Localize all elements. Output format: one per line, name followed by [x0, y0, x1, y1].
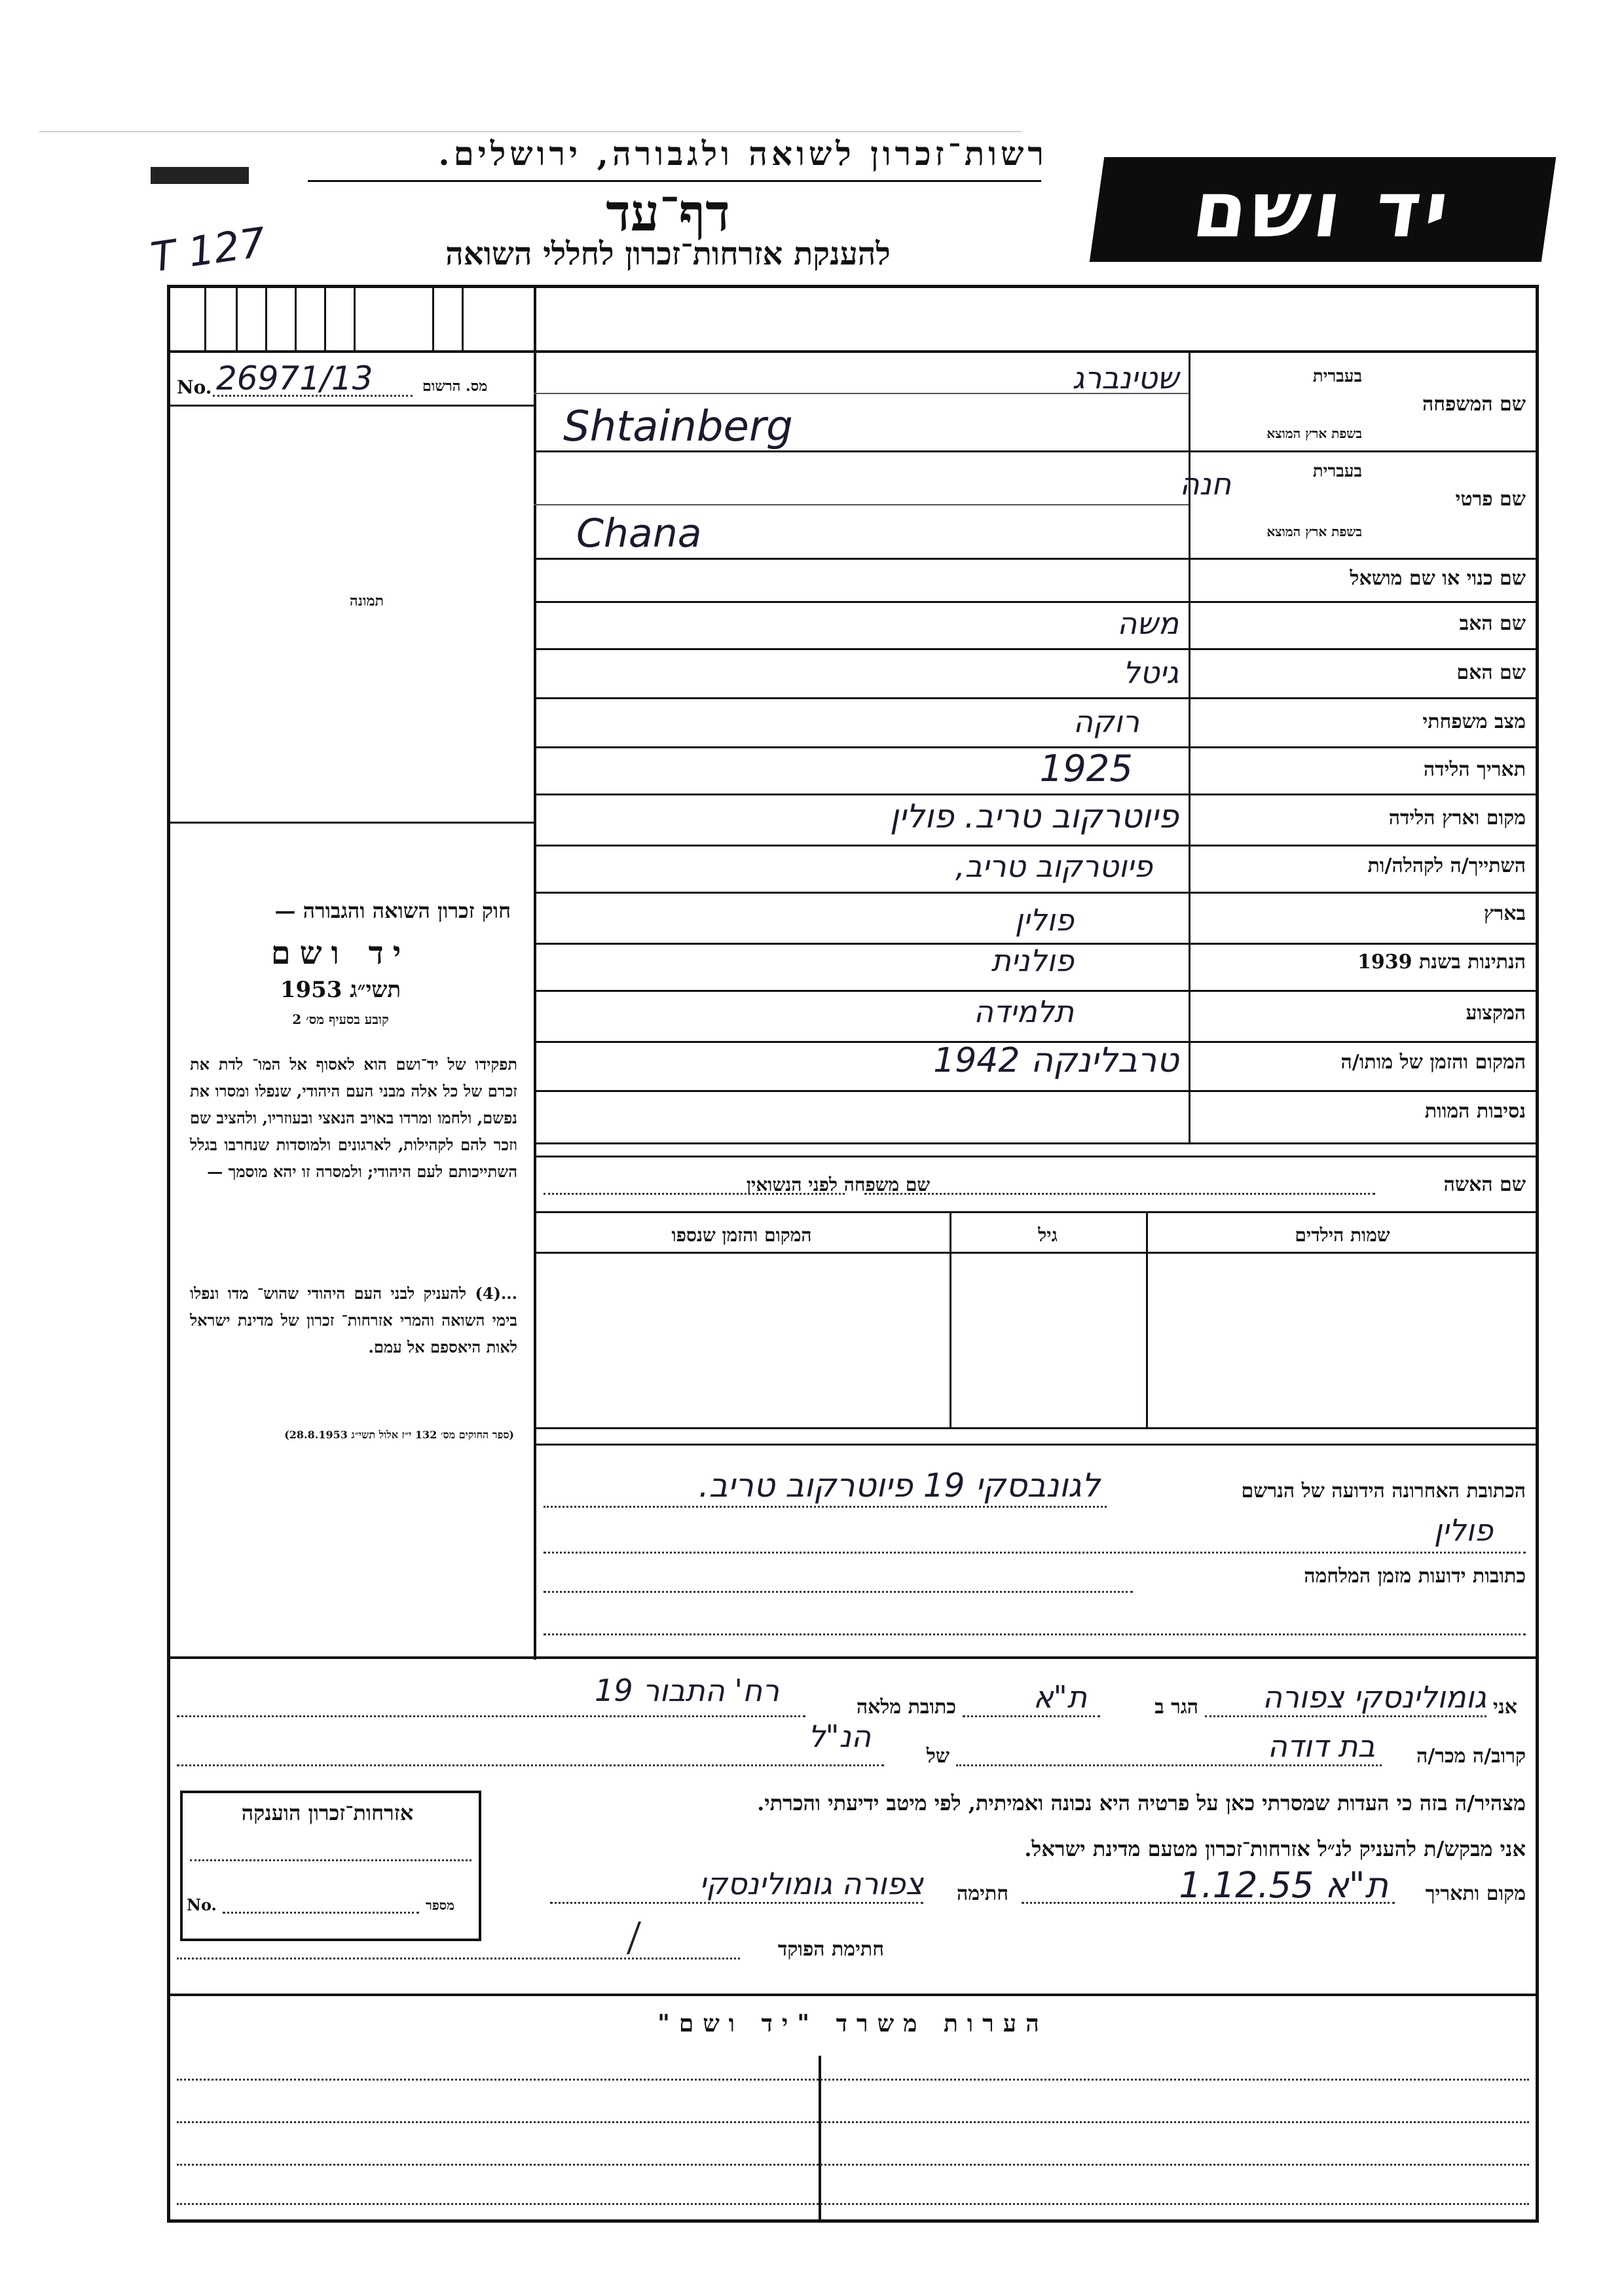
authority-underline	[308, 180, 1041, 182]
reg-no-dots	[213, 395, 413, 397]
form-subtitle: להענקת אזרחות־זכרון לחללי השואה	[445, 236, 891, 272]
value-of: הנ"ל	[808, 1719, 871, 1754]
law-text-1: תפקידו של יד־ושם הוא לאסוף אל המו־ לדת את זכרם של כל אלה מבני העם היהודי, שנפלו ומסרו את נפשם, ולחמו ומרדו באויב הנאצי ובעוזריו, ולהציב שם וזכר להם לקהילות, לארגונים ולמוסדות שנחרבו בגלל השתייכותם לעם היהודי; ולמסרה זו יהא מוסמך —	[190, 1055, 517, 1181]
strip-div-8	[462, 285, 464, 350]
law-text-2: ...(4) להעניק לבני העם היהודי שהוש־ מדו ונפלו בימי השואה והמרי אזרחות־ זכרון של מדינת ישראל לאות היאספם אל עמם.	[190, 1284, 518, 1357]
value-last-address-2: פולין	[1433, 1512, 1493, 1548]
label-i: אני	[1493, 1696, 1517, 1719]
label-community: השתייך/ה לקהלה/ות	[1367, 854, 1526, 877]
label-wife: שם האשה	[1443, 1173, 1526, 1196]
label-nickname: שם כנוי או שם מושאל	[1350, 567, 1526, 590]
row-line-father	[534, 648, 1539, 650]
wife-row-top	[534, 1156, 1539, 1157]
relation-dots	[956, 1764, 1382, 1766]
strip-div-4	[295, 285, 297, 350]
value-occupation: תלמידה	[973, 994, 1074, 1029]
law-title: חוק זכרון השואה והגבורה —	[274, 898, 511, 923]
label-signature: חתימה	[957, 1882, 1008, 1905]
notes-line-3	[177, 2164, 1529, 2166]
form-title: דף־עד	[606, 183, 730, 243]
address-top	[534, 1444, 1539, 1446]
reg-row-bottom	[167, 405, 535, 407]
citizenship-no-prefix: No.	[187, 1895, 217, 1914]
sub-surname-origin: בשפת ארץ המוצא	[1266, 426, 1362, 441]
label-last-address: הכתובת האחרונה הידועה של הנרשם	[1241, 1480, 1526, 1503]
scan-artifact-line	[39, 131, 1022, 132]
law-name: יד ושם	[270, 935, 411, 972]
label-mother: שם האם	[1456, 661, 1526, 684]
sub-first-origin: בשפת ארץ המוצא	[1266, 524, 1362, 539]
notes-line-4	[177, 2203, 1529, 2205]
children-header-names: שמות הילדים	[1295, 1224, 1390, 1246]
reg-no-value: 26971/13	[216, 359, 373, 397]
value-first-hebrew: חנה	[1179, 466, 1231, 501]
value-city: ת"א	[1033, 1679, 1087, 1715]
value-father: משה	[1117, 606, 1179, 641]
last-address-dots-2	[544, 1552, 1526, 1554]
children-header-bottom	[534, 1252, 1539, 1254]
sub-surname-hebrew: בעברית	[1312, 367, 1362, 386]
photo-label: תמונה	[350, 592, 384, 610]
wartime-dots-2	[544, 1633, 1526, 1635]
row-line-birthdate	[534, 793, 1539, 795]
statement-1: מצהיר/ה בזה כי העדות שמסרתי כאן על פרטיה היא נכונה ואמיתית, לפי מיטב ידיעתי והכרתי.	[757, 1791, 1526, 1815]
children-table-bottom	[534, 1427, 1539, 1429]
value-full-address: רח' התבור 19	[595, 1673, 779, 1708]
value-signature: צפורה גומולינסקי	[699, 1866, 923, 1901]
strip-div-1	[204, 285, 206, 350]
label-of: של	[926, 1745, 950, 1768]
statement-2: אני מבקש/ת להעניק לנ״ל אזרחות־זכרון מטעם מדינת ישראל.	[1024, 1836, 1526, 1861]
children-col-2	[1146, 1211, 1148, 1427]
value-first-origin: Chana	[576, 511, 702, 556]
label-place-date: מקום ותאריך	[1425, 1882, 1526, 1905]
value-death: טרבלינקה 1942	[933, 1041, 1179, 1080]
signature-dots	[550, 1902, 923, 1904]
value-surname-hebrew: שטינברג	[1072, 360, 1179, 395]
row-line-first-mid	[534, 504, 1189, 505]
label-surname: שם המשפחה	[1422, 393, 1526, 416]
declarant-name-dots	[1205, 1715, 1486, 1717]
registration-number	[177, 359, 530, 403]
wartime-dots-1	[544, 1591, 1133, 1593]
row-line-birthplace	[534, 845, 1539, 847]
value-surname-origin: Shtainberg	[563, 403, 793, 451]
reg-no-prefix: No.	[177, 376, 212, 398]
value-relation: בת דודה	[1267, 1728, 1375, 1764]
label-birth-date: תאריך הלידה	[1423, 758, 1526, 781]
label-relative: קרוב/ה מכר/ה	[1416, 1745, 1526, 1768]
last-address-dots-1	[544, 1506, 1107, 1508]
row-line-nickname	[534, 601, 1539, 603]
sub-first-hebrew: בעברית	[1312, 462, 1362, 481]
of-dots	[177, 1764, 884, 1766]
left-panel-divider	[534, 285, 536, 1660]
children-header-place: המקום והזמן שנספו	[671, 1224, 812, 1246]
label-country: בארץ	[1483, 902, 1526, 925]
value-community: פיוטרקוב טריב,	[955, 848, 1153, 884]
value-country: פולין	[1014, 902, 1074, 938]
value-birth-date: 1925	[1039, 748, 1133, 790]
strip-div-5	[324, 285, 326, 350]
notes-top	[167, 1994, 1539, 1996]
reg-label: מס. הרשום	[422, 378, 488, 395]
label-father: שם האב	[1459, 612, 1526, 635]
children-header-age: גיל	[1038, 1224, 1058, 1246]
label-full-address: כתובת מלאה	[856, 1696, 956, 1719]
law-year: תשי״ג 1953	[280, 977, 401, 1003]
wife-row-bottom	[534, 1211, 1539, 1213]
label-officer: חתימת הפוקד	[777, 1938, 884, 1961]
label-death: המקום והזמן של מותו/ה	[1340, 1051, 1526, 1074]
logo-text: יד ושם	[1187, 164, 1458, 255]
value-birth-place: פיוטרקוב טריב. פולין	[889, 797, 1179, 835]
notes-line-1	[177, 2079, 1529, 2081]
value-mother: גיטל	[1122, 655, 1179, 690]
law-ref: (ספר החוקים מס׳ 132 י״ז אלול תשי״ג 28.8.1953)	[284, 1429, 514, 1441]
row-line-death-circumstances	[534, 1142, 1539, 1144]
row-line-community	[534, 892, 1539, 894]
label-wartime-address: כתובות ידועות מזמן המלחמה	[1304, 1565, 1526, 1588]
office-notes-title: הערות משרד "יד ושם"	[657, 2010, 1048, 2037]
citizenship-box-title: אזרחות־זכרון הוענקה	[241, 1800, 414, 1825]
row-line-mother	[534, 697, 1539, 699]
strip-div-3	[265, 285, 267, 350]
value-marital: רוקה	[1073, 704, 1139, 739]
citizenship-box-line-1	[190, 1859, 471, 1861]
notes-line-2	[177, 2121, 1529, 2123]
yad-vashem-logo	[1090, 157, 1556, 262]
strip-div-7	[432, 285, 434, 350]
label-citizenship: הנתינות בשנת 1939	[1357, 951, 1526, 974]
row-line-citizenship	[534, 990, 1539, 992]
label-wife-maiden: שם משפחה לפני הנשואין	[746, 1174, 931, 1195]
wife-maiden-dots	[544, 1193, 845, 1195]
archive-mark: T 127	[147, 218, 269, 282]
label-occupation: המקצוע	[1466, 1002, 1526, 1025]
address-bottom	[167, 1656, 1539, 1659]
row-line-first-bottom	[534, 558, 1539, 560]
authority-line: רשות־זכרון לשואה ולגבורה, ירושלים.	[438, 134, 1048, 173]
struck-text	[151, 167, 249, 184]
citizenship-box-line-2	[223, 1912, 419, 1914]
row-line-death	[534, 1090, 1539, 1092]
photo-area-bottom	[167, 822, 535, 824]
law-clause: קובע בסעיף מס׳ 2	[292, 1011, 389, 1027]
label-first-name: שם פרטי	[1455, 488, 1526, 511]
label-resides: הגר ב	[1154, 1696, 1198, 1719]
label-death-circumstances: נסיבות המוות	[1424, 1100, 1526, 1123]
value-place-date: ת"א 1.12.55	[1179, 1865, 1388, 1906]
officer-dots	[177, 1958, 740, 1959]
children-col-1	[950, 1211, 951, 1427]
value-declarant-name: גומולינסקי צפורה	[1262, 1679, 1486, 1715]
city-dots	[963, 1715, 1100, 1717]
full-address-dots	[177, 1715, 805, 1717]
value-last-address-1: לגונבסקי 19 פיוטרקוב טריב.	[698, 1467, 1100, 1504]
citizenship-no-label: מספר	[426, 1897, 454, 1913]
strip-div-2	[236, 285, 238, 350]
top-strip-bottom	[167, 350, 1539, 353]
value-citizenship: פולנית	[991, 943, 1074, 978]
label-birth-place: מקום וארץ הלידה	[1388, 807, 1526, 829]
notes-col-divider	[819, 2056, 821, 2223]
strip-div-6	[354, 285, 356, 350]
label-marital: מצב משפחתי	[1422, 710, 1526, 733]
